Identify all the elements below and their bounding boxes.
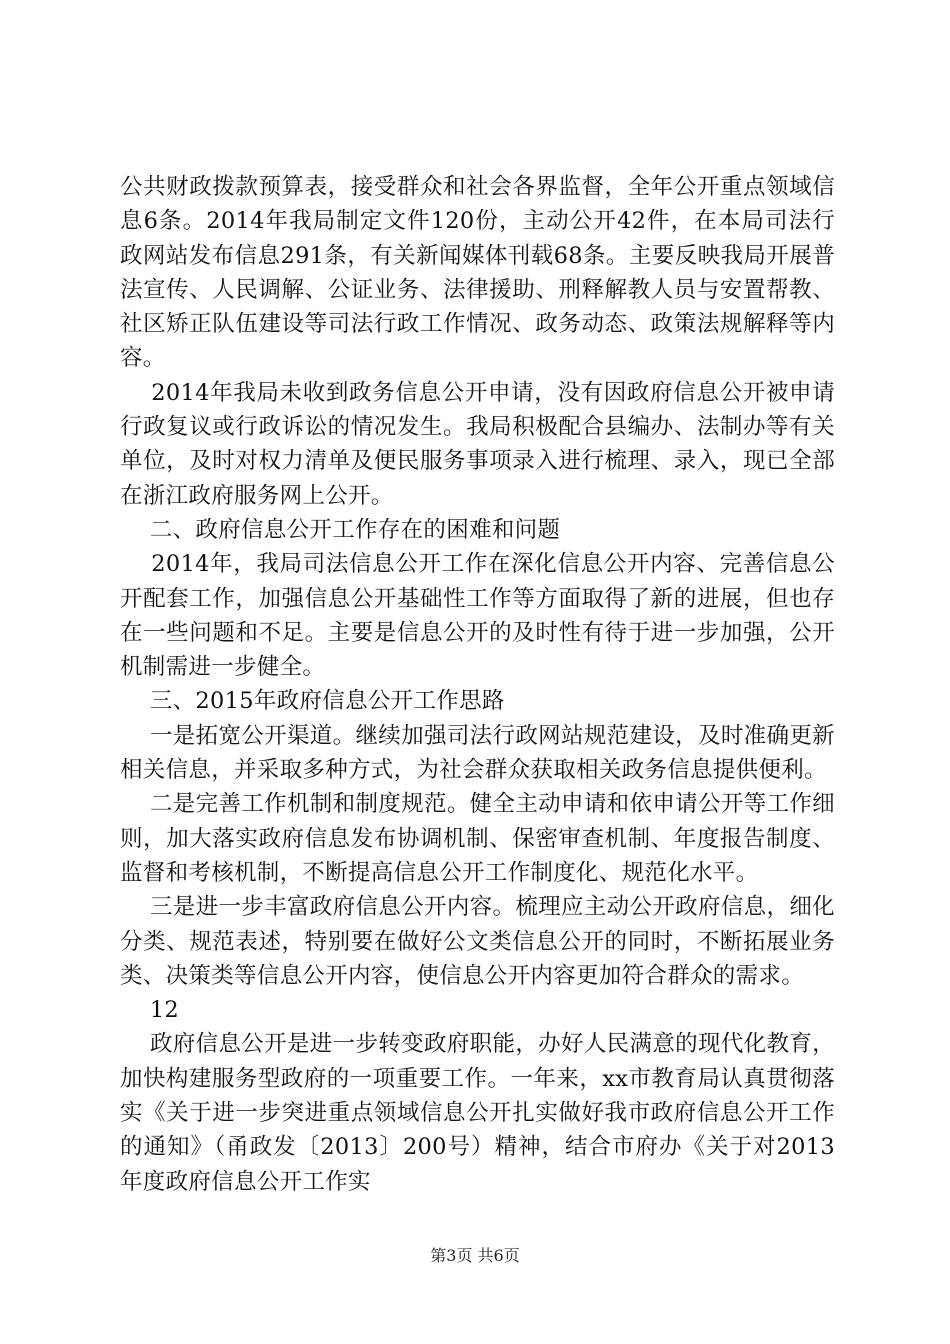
page-footer: 第3页 共6页 — [430, 1246, 520, 1265]
paragraph: 三是进一步丰富政府信息公开内容。梳理应主动公开政府信息，细化分类、规范表述，特别要在做好公文类信息公开的同时，不断拓展业务类、决策类等信息公开内容，使信息公开内容更加符合群众的需求。 — [120, 894, 835, 989]
paragraph: 2014年我局未收到政务信息公开申请，没有因政府信息公开被申请行政复议或行政诉讼的情况发生。我局积极配合县编办、法制办等有关单位，及时对权力清单及便民服务事项录入进行梳理、录入，现已全部在浙江政府服务网上公开。 — [120, 379, 836, 509]
paragraph-number: 12 — [120, 997, 180, 1024]
paragraph: 政府信息公开是进一步转变政府职能，办好人民满意的现代化教育，加快构建服务型政府的一项重要工作。一年来，xx市教育局认真贯彻落实《关于进一步突进重点领域信息公开扎实做好我市政府信息公开工作的通知》（甬政发〔2013〕200号）精神，结合市府办《关于对2013年度政府信息公开工作实 — [120, 1031, 835, 1195]
paragraph: 二是完善工作机制和制度规范。健全主动申请和依申请公开等工作细则，加大落实政府信息发布协调机制、保密审查机制、年度报告制度、监督和考核机制，不断提高信息公开工作制度化、规范化水平。 — [120, 791, 835, 886]
section-heading: 二、政府信息公开工作存在的困难和问题 — [120, 516, 561, 543]
paragraph: 公共财政拨款预算表，接受群众和社会各界监督，全年公开重点领域信息6条。2014年我局制定文件120份，主动公开42件，在本局司法行政网站发布信息291条，有关新闻媒体刊载68条。主要反映我局开展普法宣传、人民调解、公证业务、法律援助、刑释解教人员与安置帮教、社区矫正队伍建设等司法行政工作情况、政务动态、政策法规解释等内容。 — [120, 174, 835, 372]
section-heading: 三、2015年政府信息公开工作思路 — [120, 688, 505, 715]
document-body — [120, 170, 835, 1199]
paragraph: 一是拓宽公开渠道。继续加强司法行政网站规范建设，及时准确更新相关信息，并采取多种方式，为社会群众获取相关政务信息提供便利。 — [120, 722, 835, 784]
paragraph: 2014年，我局司法信息公开工作在深化信息公开内容、完善信息公开配套工作，加强信息公开基础性工作等方面取得了新的进展，但也存在一些问题和不足。主要是信息公开的及时性有待于进一步加强，公开机制需进一步健全。 — [120, 551, 836, 681]
